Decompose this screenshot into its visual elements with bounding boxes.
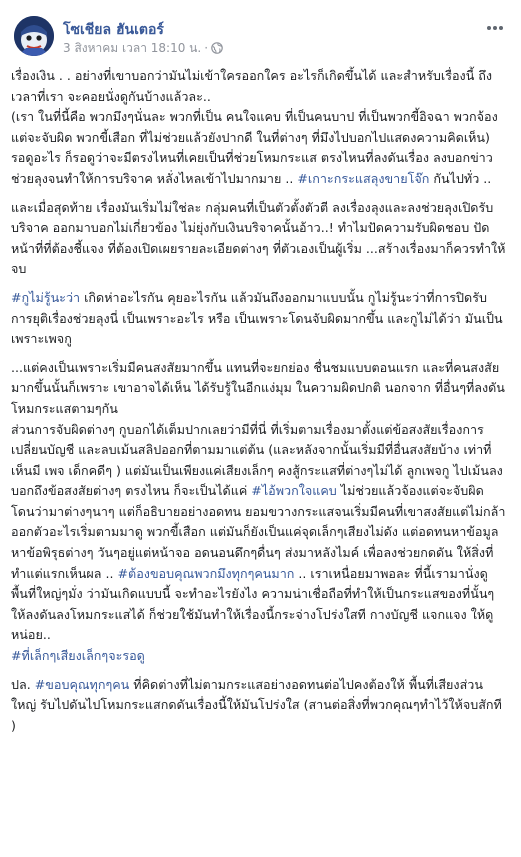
author-avatar[interactable]: [14, 16, 54, 56]
post-paragraph-1: [11, 66, 507, 190]
hashtag-link[interactable]: #ไอ้พวกใจแคบ: [251, 483, 337, 499]
hashtag-link[interactable]: #ที่เล็กๆเสียงเล็กๆจะรอดู: [11, 648, 145, 664]
post-text: ...แต่คงเป็นเพราะเริ่มมีคนสงสัยมากขึ้น แทนที่จะยกย่อง ชื่นชมแบบตอนแรก และที่คนสงสัยมากขึ้นนั้นก็เพราะ เขาอาจได้เห็น ได้รับรู้ในอีกแง่มุม ในความผิดปกติ นอกจาก ที่อื่นๆที่ลงดันโหมกระแสตามๆกัน ส่วนการจับผิดต่างๆ กูบอกได้เต็มปากเลยว่ามีที่นี่ ที่เริ่มตามเรื่องมาตั้งแต่ข้อสงสัยเรื่องการเปลี่ยนบัญชี และลบเม้นสลิปออกที่ตามมาแต่ต้น (และหลังจากนั้นเริ่มมีที่อื่นสงสัยบ้าง เท่าที่เห็นมี เพจ เด็กคดีๆ ) แต่มันเป็นเพียงแค่เสียงเล็กๆ คงสู้กระแสที่ต่างๆไม่ได้ ลูกเพจกู ไปเม้นลงบอกถึงข้อสงสัยต่างๆ ตรงไหน ก็จะเป็นได้แค่: [11, 359, 505, 499]
post-paragraph-3: [11, 288, 507, 350]
hashtag-link[interactable]: #ขอบคุณทุกๆคน: [34, 676, 130, 692]
post-text: .. เราเหนื่อยมาพอละ ที่นี้เรามานั่งดู พื้นที่ใหญ่ๆมั่ง ว่ามันเกิดแบบนี้ จะทำอะไรยังไง ความน่าเชื่อถือที่ทำให้เป็นกระแสของที่นั้นๆให้ลงดันลงโหมกระแสได้ ก็ช่วยใช้มันทำให้เรื่องนี้กระจ่างโปร่งใสที กางบัญชี แจกแจง ให้ดูหน่อย..: [11, 565, 495, 643]
post-header: [14, 16, 507, 58]
post-paragraph-2: [11, 198, 507, 280]
more-options-icon[interactable]: [485, 20, 505, 34]
post-text: ปล.: [11, 676, 35, 692]
post-text: กันไปทั่ว ..: [429, 170, 492, 186]
post-meta: [63, 39, 223, 58]
post-text: เกิดห่าอะไรกัน คุยอะไรกัน แล้วมันถึงออกมาแบบนั้น กูไม่รู้นะว่าที่การปิดรับ การยุติเรื่องช่วยลุงนี่ เป็นเพราะอะไร หรือ เป็นเพราะโดนจับผิดมากขึ้น และกูไม่ได้ว่า มันเป็นเพราะเพจกู: [11, 289, 503, 347]
post-paragraph-5: [11, 675, 507, 737]
meta-separator: ·: [204, 41, 209, 55]
hashtag-link[interactable]: #ต้องขอบคุณพวกมึงทุกๆคนมาก: [117, 565, 295, 581]
post-text: ที่คิดต่างที่ไม่ตามกระแสอย่างอดทนต่อไปคงต้องให้ พื้นที่เสียงส่วนใหญ่ รับไปดันไปโหมกระแสกดดันเรื่องนี้ให้มันโปร่งใส (สานต่อสิ่งที่พวกคุณๆทำไว้ให้จบสักที ): [11, 676, 506, 733]
post-text: และเมื่อสุดท้าย เรื่องมันเริ่มไม่ใช่ละ กลุ่มคนที่เป็นตัวตั้งตัวตี ลงเรื่องลุงและลงช่วยลุงเปิดรับ บริจาค ออกมาบอกไม่เกี่ยวข้อง ไม่ยุ่งกับเงินบริจาคนั้นอ้าว..! ทำไมปัดความรับผิดชอบ ปัดหน้าที่ที่ต้องชี้แจง ที่ต้องเปิดเผยรายละเอียดต่างๆ ที่ตัวเองเป็นผู้เริ่ม ...สร้างเรื่องมาก็ควรทำให้จบ: [11, 199, 506, 277]
post-body: [11, 66, 507, 744]
author-name-link[interactable]: โซเชียล ฮันเตอร์: [63, 22, 164, 38]
post-timestamp[interactable]: 3 สิงหาคม เวลา 18:10 น.: [63, 41, 202, 55]
post-text: เรื่องเงิน . . อย่างที่เขาบอกว่ามันไม่เข้าใครออกใคร อะไรก็เกิดขึ้นได้ และสำหรับเรื่องนี้ ถึงเวลาที่เรา จะคอยนั่งดูกันบ้างแล้วละ.. (เรา ในที่นี้คือ พวกมึงๆนั่นละ พวกที่เป็น คนใจแคบ ที่เป็นคนบาป ที่เป็นพวกขี้อิจฉา พวกจ้องแต่จะจับผิด พวกขี้เสือก ที่ไม่ช่วยแล้วยังปากดี ในที่ต่างๆ ที่มึงไปบอกไปแสดงความคิดเห็น) รอดูอะไร ก็รอดูว่าจะมีตรงไหนที่เคยเป็นที่ช่วยโหมกระแส ตรงไหนที่ลงดันเรื่อง ลงบอกข่าวช่วยลุงจนทำให้การบริจาค หลั่งไหลเข้าไปมากมาย ..: [11, 68, 498, 186]
hashtag-link[interactable]: #กูไม่รู้นะว่า: [11, 289, 81, 305]
globe-icon[interactable]: [211, 42, 223, 57]
hashtag-link[interactable]: #เกาะกระแสลุงขายโจ๊ก: [297, 170, 430, 186]
cartoon-avatar-icon: [14, 16, 54, 56]
post-paragraph-4: [11, 358, 507, 667]
post-text: ไม่ช่วยแล้วจ้องแต่จะจับผิด โดนว่ามาต่างๆนาๆ แต่ก็อธิบายอย่างอดทน ยอมขวางกระแสจนเริ่มมีคนที่เขาสงสัยแต่ไม่กล้าออกตัวอะไรเริ่มตามมาดู พวกขี้เสือก แต่มันก็ยังเป็นแค่จุดเล็กๆเสียงไม่ดัง แต่อดทนหาข้อมูล หาข้อพิรุธต่างๆ วันๆอยู่แต่หน้าจอ อดนอนดึกๆดื่นๆ ส่งมาหลังไมค์ เพื่อลงช่วยกดดัน ให้สิ่งที่ทำแต่แรกเห็นผล ..: [11, 483, 506, 581]
